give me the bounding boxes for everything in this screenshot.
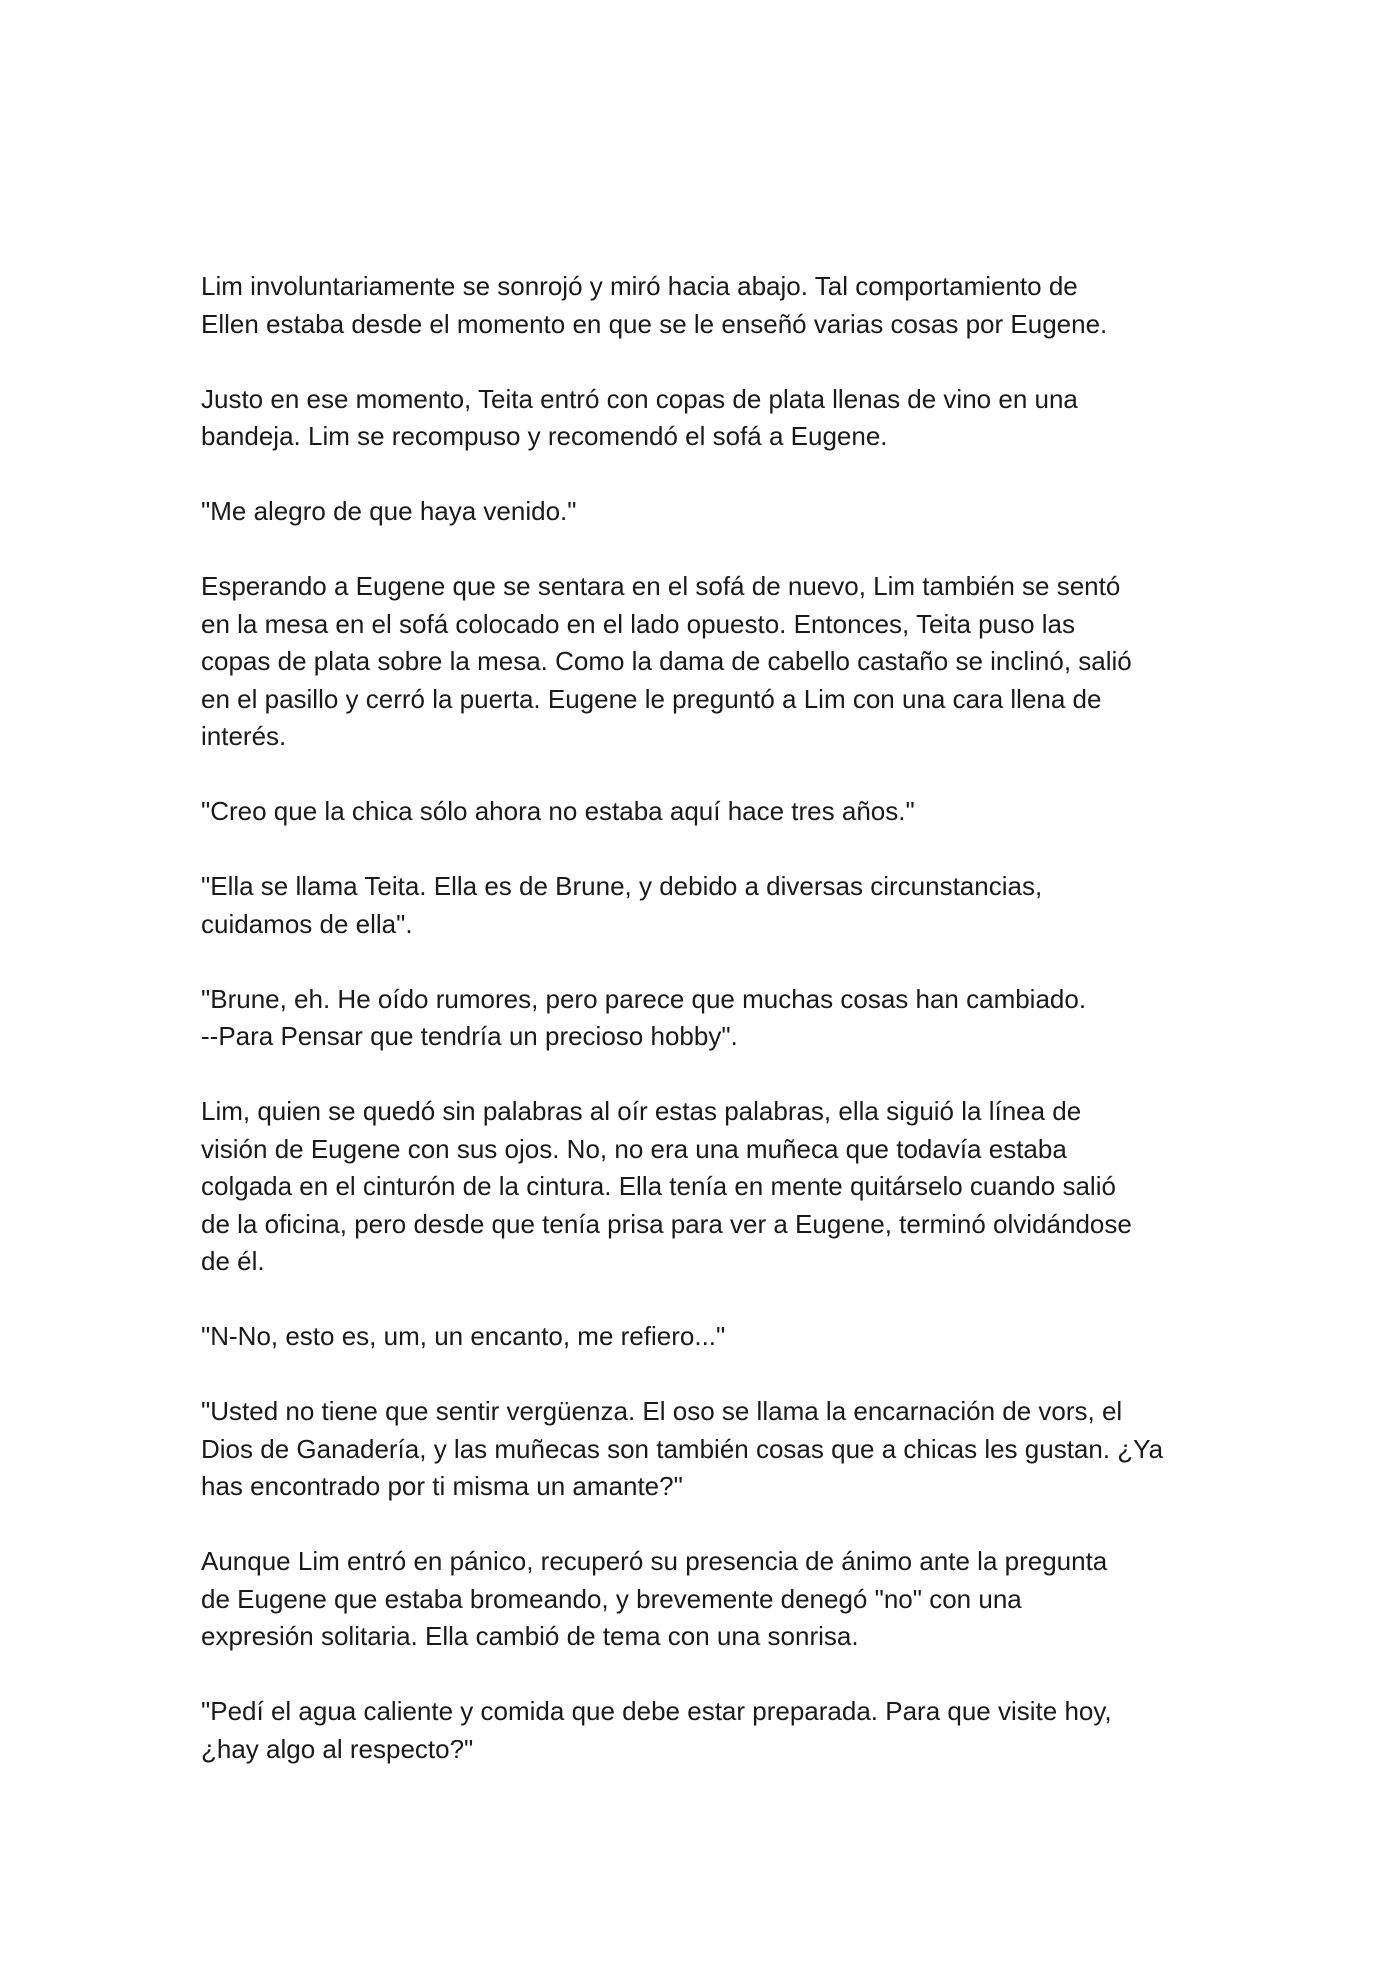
paragraph-6: "Ella se llama Teita. Ella es de Brune, y debido a diversas circunstancias, cuidamos de ella".	[201, 871, 1043, 939]
paragraph-7: "Brune, eh. He oído rumores, pero parece que muchas cosas han cambiado. --Para Pensar que tendría un precioso hobby".	[201, 983, 1087, 1051]
paragraph-9: "N-No, esto es, um, un encanto, me refiero..."	[201, 1321, 726, 1351]
document-body	[201, 268, 1211, 1806]
paragraph-8: Lim, quien se quedó sin palabras al oír estas palabras, ella siguió la línea de visión de Eugene con sus ojos. No, no era una muñeca que todavía estaba colgada en el cinturón de la cintura. Ella tenía en mente quitárselo cuando salió de la oficina, pero desde que tenía prisa para ver a Eugene, terminó olvidándose de él.	[201, 1096, 1132, 1276]
paragraph-2: Justo en ese momento, Teita entró con copas de plata llenas de vino en una bandeja. Lim se recompuso y recomendó el sofá a Eugene.	[201, 383, 1078, 451]
paragraph-4: Esperando a Eugene que se sentara en el sofá de nuevo, Lim también se sentó en la mesa en el sofá colocado en el lado opuesto. Entonces, Teita puso las copas de plata sobre la mesa. Como la dama de cabello castaño se inclinó, salió en el pasillo y cerró la puerta. Eugene le preguntó a Lim con una cara llena de interés.	[201, 571, 1132, 751]
paragraph-3: "Me alegro de que haya venido."	[201, 496, 577, 526]
paragraph-11: Aunque Lim entró en pánico, recuperó su presencia de ánimo ante la pregunta de Eugene que estaba bromeando, y brevemente denegó "no" con una expresión solitaria. Ella cambió de tema con una sonrisa.	[201, 1546, 1108, 1651]
paragraph-5: "Creo que la chica sólo ahora no estaba aquí hace tres años."	[201, 796, 915, 826]
paragraph-1: Lim involuntariamente se sonrojó y miró hacia abajo. Tal comportamiento de Ellen estaba desde el momento en que se le enseñó varias cosas por Eugene.	[201, 271, 1108, 339]
paragraph-12: "Pedí el agua caliente y comida que debe estar preparada. Para que visite hoy, ¿hay algo al respecto?"	[201, 1696, 1112, 1764]
paragraph-10: "Usted no tiene que sentir vergüenza. El oso se llama la encarnación de vors, el Dios de Ganadería, y las muñecas son también cosas que a chicas les gustan. ¿Ya has encontrado por ti misma un amante?"	[201, 1396, 1164, 1501]
